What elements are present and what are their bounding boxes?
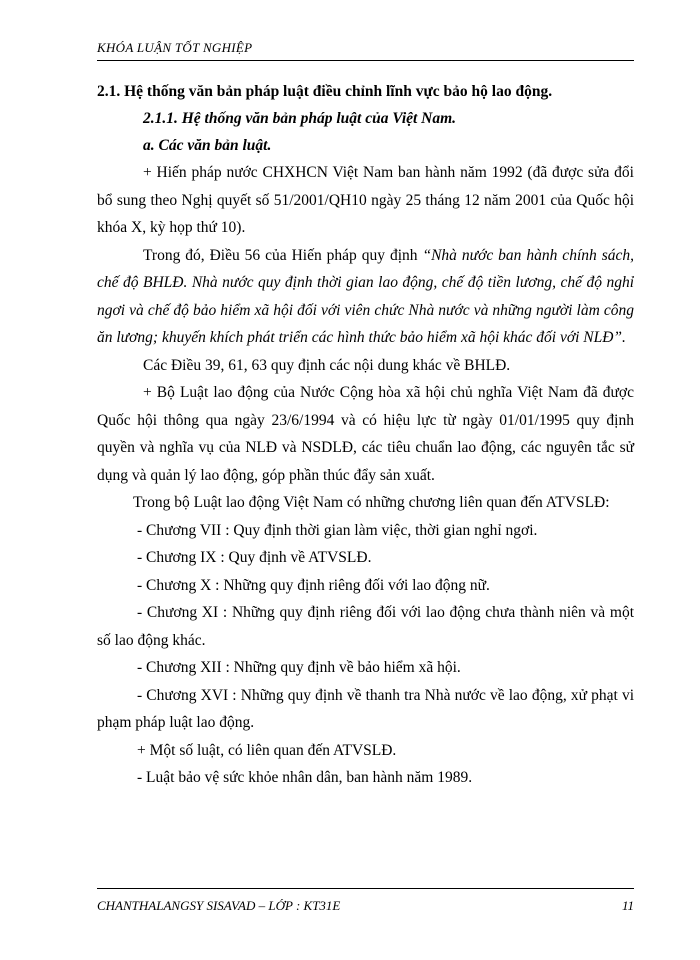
page-footer: CHANTHALANGSY SISAVAD – LỚP : KT31E: [97, 898, 341, 913]
paragraph-chapters-intro: Trong bộ Luật lao động Việt Nam có những chương liên quan đến ATVSLĐ:: [133, 494, 610, 511]
list-item: - Chương XI : Những quy định riêng đối với lao động chưa thành niên và một số lao động khác.: [97, 604, 634, 649]
paragraph-related-laws: + Một số luật, có liên quan đến ATVSLĐ.: [137, 741, 397, 759]
list-item: - Chương XII : Những quy định về bảo hiểm xã hội.: [137, 659, 461, 676]
page-number: 11: [621, 898, 634, 913]
list-item: - Chương IX : Quy định về ATVSLĐ.: [137, 549, 372, 566]
paragraph-articles: Các Điều 39, 61, 63 quy định các nội dung khác về BHLĐ.: [143, 356, 511, 374]
list-item: - Chương X : Những quy định riêng đối với lao động nữ.: [137, 576, 490, 594]
paragraph-labor-code: + Bộ Luật lao động của Nước Cộng hòa xã hội chủ nghĩa Việt Nam đã được Quốc hội thông qua ngày 23/6/1994 và có hiệu lực từ ngày 01/01/1995 quy định quyền và nghĩa vụ của NLĐ và NSDLĐ, các tiêu chuẩn lao động, các nguyên tắc sử dụng và quản lý lao động, góp phần thúc đẩy sản xuất.: [97, 384, 634, 484]
article-56-lead: Trong đó, Điều 56 của Hiến pháp quy định: [143, 246, 423, 264]
section-heading: 2.1. Hệ thống văn bản pháp luật điều chỉnh lĩnh vực bảo hộ lao động.: [97, 83, 553, 100]
article-56-quote: “Nhà nước ban hành chính sách, chế độ BHLĐ. Nhà nước quy định thời gian lao động, chế độ tiền lương, chế độ nghỉ ngơi và chế độ bảo hiểm xã hội đối với viên chức Nhà nước và những người làm công ăn lương; khuyến khích phát triển các hình thức bảo hiểm xã hội khác đối với NLĐ”.: [97, 246, 634, 346]
paragraph-article-56: [97, 242, 634, 352]
page-header: KHÓA LUẬN TỐT NGHIỆP: [97, 40, 253, 55]
header-rule: [97, 60, 634, 61]
sub-subsection-heading: a. Các văn bản luật.: [143, 137, 272, 154]
paragraph-constitution: + Hiến pháp nước CHXHCN Việt Nam ban hành năm 1992 (đã được sửa đổi bổ sung theo Nghị quyết số 51/2001/QH10 ngày 25 tháng 12 năm 2001 của Quốc hội khóa X, kỳ họp thứ 10).: [97, 164, 634, 236]
paragraph-health-law: - Luật bảo vệ sức khỏe nhân dân, ban hành năm 1989.: [137, 769, 473, 786]
footer-rule: [97, 888, 634, 889]
subsection-heading: 2.1.1. Hệ thống văn bản pháp luật của Việt Nam.: [143, 110, 457, 127]
list-item: - Chương VII : Quy định thời gian làm việc, thời gian nghỉ ngơi.: [137, 521, 538, 539]
list-item: - Chương XVI : Những quy định về thanh tra Nhà nước về lao động, xử phạt vi phạm pháp luật lao động.: [97, 686, 634, 731]
document-body: [97, 76, 634, 792]
